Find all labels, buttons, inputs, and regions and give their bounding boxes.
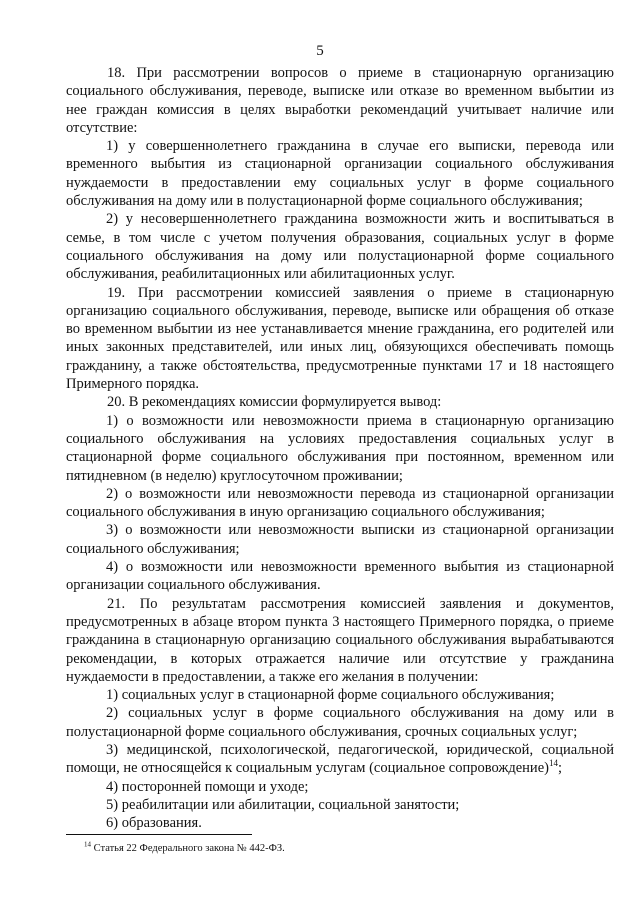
- paragraph-18-item-1: 1) у совершеннолетнего гражданина в случае его выписки, перевода или временного выбытия из стационарной организации социального обслуживания нуждаемости в предоставлении ему социальных услуг в форме социального обслуживания на дому или в полустационарной форме социального обслуживания;: [66, 138, 614, 210]
- paragraph-18-item-2: 2) у несовершеннолетнего гражданина возможности жить и воспитываться в семье, в том числе с учетом получения образования, социальных услуг в форме социального обслуживания на дому или полустационарной форме социального обслуживания, реабилитационных или абилитационных услуг.: [66, 211, 614, 283]
- paragraph-21: 21. По результатам рассмотрения комиссией заявления и документов, предусмотренных в абзаце втором пункта 3 настоящего Примерного порядка, о приеме гражданина в стационарную организацию социального обслуживания вырабатываются рекомендации, в которых отражается наличие или отсутствие у гражданина нуждаемости в предоставлении, а также его желания в получении:: [66, 595, 614, 685]
- paragraph-20-item-2: 2) о возможности или невозможности перевода из стационарной организации социального обслуживания в иную организацию социального обслуживания;: [66, 485, 614, 521]
- footnote: [84, 842, 614, 855]
- paragraph-21-item-3-tail: ;: [557, 760, 562, 777]
- footnote-mark: 14: [84, 840, 91, 849]
- paragraph-21-item-3-text: 3) медицинской, психологической, педагогической, юридической, социальной помощи, не относящейся к социальным услугам (социальное сопровождение): [66, 741, 614, 777]
- paragraph-21-item-3: [66, 741, 614, 778]
- page-number: 5: [316, 43, 324, 59]
- paragraph-21-item-5: 5) реабилитации или абилитации, социальной занятости;: [106, 796, 460, 813]
- footnote-text: Статья 22 Федерального закона № 442-ФЗ.: [93, 843, 285, 854]
- document-body: [66, 64, 614, 832]
- paragraph-21-item-1: 1) социальных услуг в стационарной форме социального обслуживания;: [106, 687, 555, 704]
- paragraph-20: 20. В рекомендациях комиссии формулируется вывод:: [107, 394, 442, 411]
- paragraph-20-item-1: 1) о возможности или невозможности приема в стационарную организацию социального обслуживания на условиях предоставления социальных услуг в стационарной форме социального обслуживания при постоянном, временном или пятидневном (в неделю) круглосуточном проживании;: [66, 412, 614, 484]
- paragraph-21-item-6: 6) образования.: [106, 815, 202, 832]
- paragraph-21-item-4: 4) посторонней помощи и уходе;: [106, 778, 309, 795]
- paragraph-21-item-2: 2) социальных услуг в форме социального обслуживания на дому или в полустационарной форме социального обслуживания, срочных социальных услуг;: [66, 705, 614, 740]
- paragraph-20-item-3: 3) о возможности или невозможности выписки из стационарной организации социального обслуживания;: [66, 522, 614, 557]
- paragraph-20-item-4: 4) о возможности или невозможности временного выбытия из стационарной организации социального обслуживания.: [66, 559, 614, 594]
- footnote-divider: [66, 834, 252, 835]
- footnote-reference[interactable]: 14: [548, 758, 558, 769]
- paragraph-19: 19. При рассмотрении комиссией заявления о приеме в стационарную организацию социального обслуживания, переводе, выписке или обращения об отказе во временном выбытии из нее устанавливается мнение гражданина, его родителей или иных законных представителей, или иных лиц, обязующихся обеспечивать помощь гражданину, а также обстоятельства, предусмотренные пунктами 17 и 18 настоящего Примерного порядка.: [66, 284, 614, 393]
- paragraph-18: 18. При рассмотрении вопросов о приеме в стационарную организацию социального обслуживания, переводе, выписке или отказе во временном выбытии из нее граждан комиссия в целях выработки рекомендаций учитывает наличие или отсутствие:: [66, 65, 614, 136]
